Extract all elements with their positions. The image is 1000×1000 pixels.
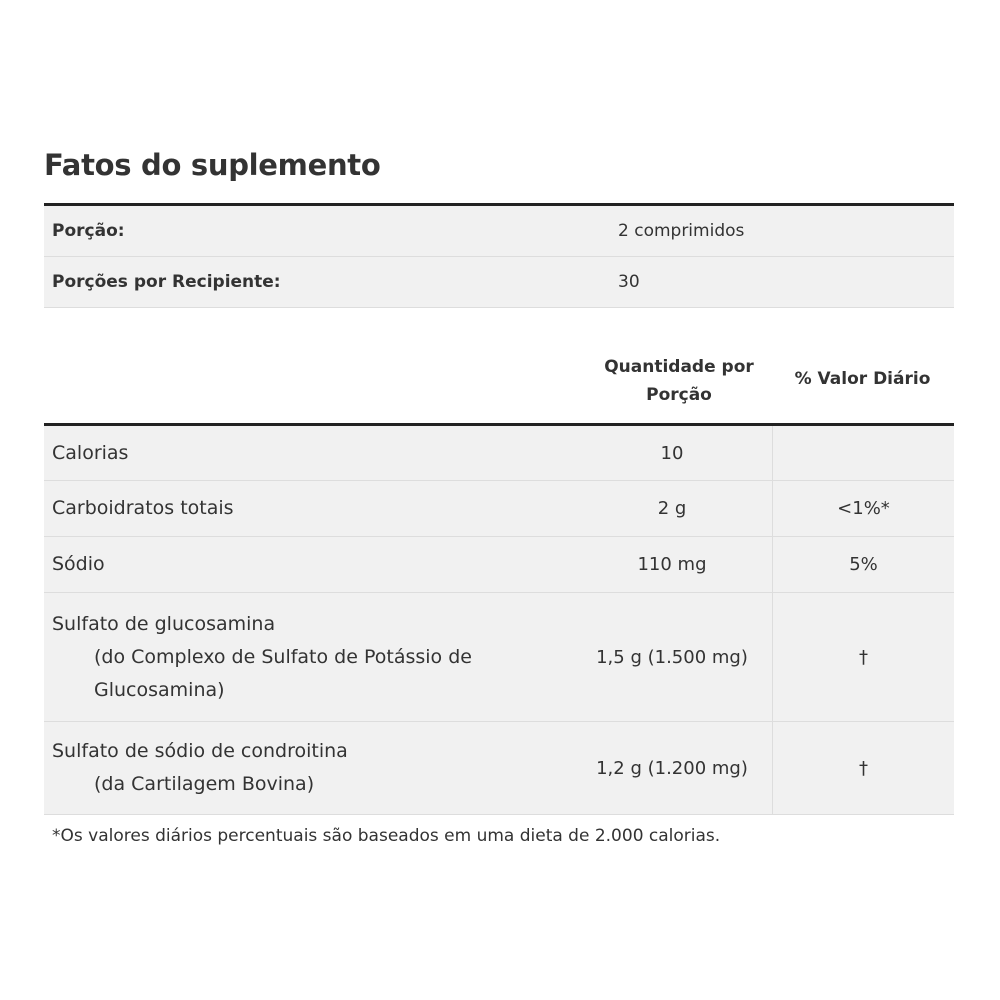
serving-info [44, 203, 954, 308]
nutrient-daily-value: 5% [772, 537, 954, 592]
amount-per-serving-header [594, 353, 764, 409]
nutrient-name [44, 426, 572, 480]
nutrient-amount: 2 g [657, 498, 687, 519]
servings-per-container-value: 30 [618, 272, 640, 292]
nutrient-table-header [44, 343, 954, 426]
table-row [44, 481, 954, 537]
nutrient-label: Sulfato de glucosamina [52, 612, 276, 635]
amount-header-line-2: Porção [646, 385, 712, 405]
nutrient-name [44, 593, 572, 721]
serving-size-row [44, 206, 954, 257]
serving-size-value: 2 comprimidos [618, 221, 745, 241]
table-row [44, 426, 954, 481]
table-row [44, 722, 954, 815]
nutrient-label: Sódio [52, 553, 105, 575]
amount-header-line-1: Quantidade por [604, 357, 754, 377]
nutrient-daily-value: † [772, 722, 954, 814]
nutrient-daily-value [772, 426, 954, 480]
nutrient-amount: 110 mg [637, 554, 707, 575]
table-row [44, 537, 954, 593]
footnote: *Os valores diários percentuais são baseados em uma dieta de 2.000 calorias. [52, 826, 721, 846]
nutrient-name [44, 537, 572, 592]
page-title: Fatos do suplemento [44, 148, 381, 182]
nutrient-label: Calorias [52, 441, 129, 464]
nutrient-label: Carboidratos totais [52, 497, 234, 519]
nutrient-source-line-1: (do Complexo de Sulfato de Potássio de [94, 645, 472, 668]
servings-per-container-row [44, 257, 954, 308]
nutrient-name [44, 481, 572, 536]
serving-size-label: Porção: [52, 221, 125, 241]
nutrient-label: Sulfato de sódio de condroitina [52, 740, 348, 762]
daily-value-header: % Valor Diário [794, 369, 931, 389]
table-row [44, 593, 954, 722]
nutrient-source-line-1: (da Cartilagem Bovina) [94, 773, 315, 795]
nutrient-amount: 1,2 g (1.200 mg) [596, 757, 748, 779]
nutrient-name [44, 722, 572, 814]
nutrient-source-line-2: Glucosamina) [94, 678, 225, 701]
nutrient-amount: 1,5 g (1.500 mg) [596, 646, 748, 668]
nutrient-daily-value: <1%* [772, 481, 954, 536]
nutrient-daily-value: † [772, 593, 954, 721]
nutrient-amount: 10 [660, 442, 684, 464]
nutrient-table [44, 426, 954, 815]
servings-per-container-label: Porções por Recipiente: [52, 272, 281, 292]
